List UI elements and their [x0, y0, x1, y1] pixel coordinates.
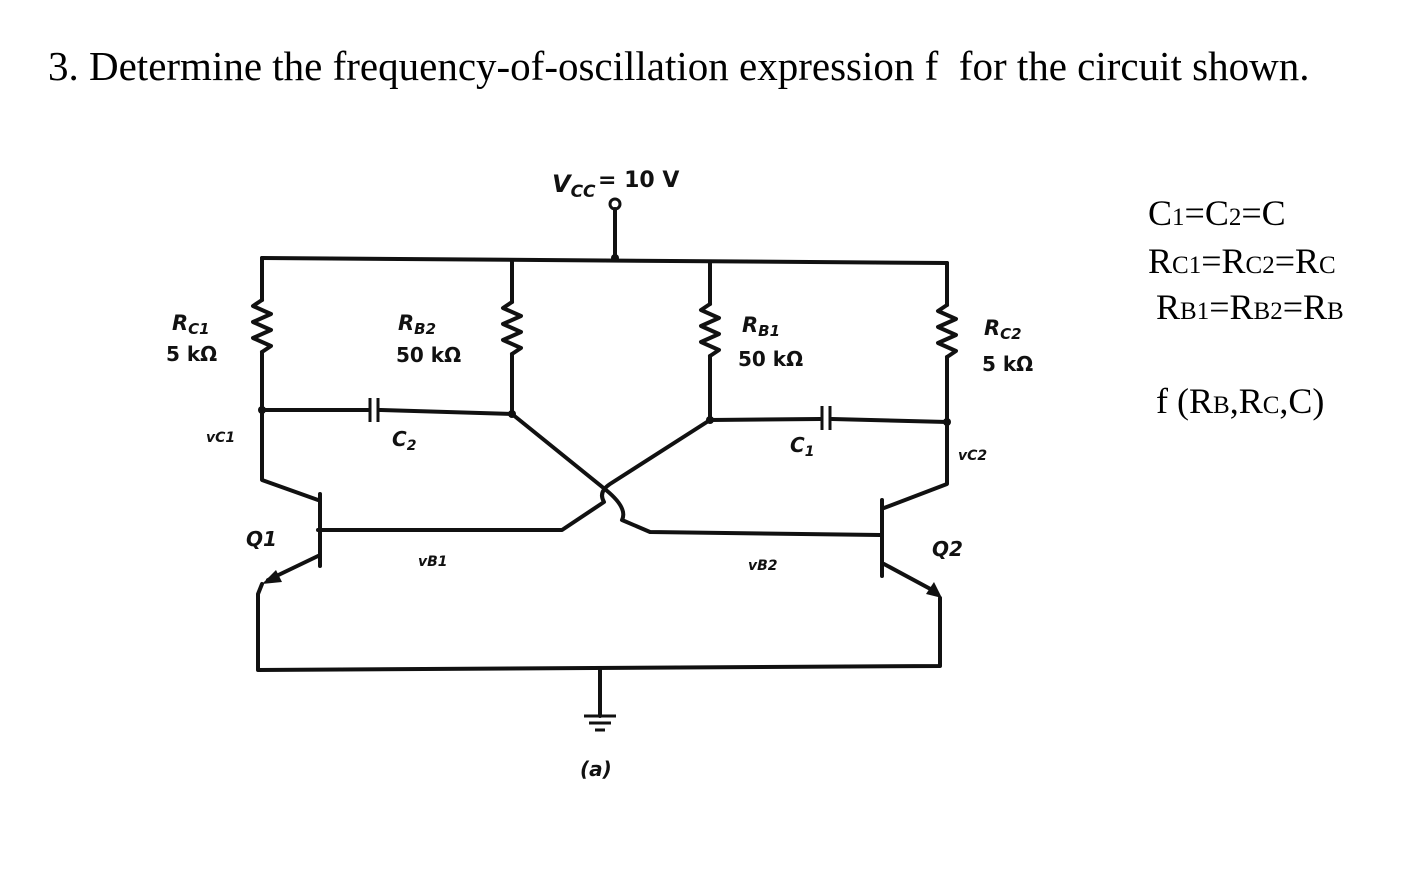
given-segment: ,C)	[1279, 381, 1325, 421]
rc2-resistor	[938, 305, 956, 357]
rb1-value: 50 kΩ	[738, 347, 804, 371]
rb1-label: RB1	[742, 313, 781, 340]
given-segment: R	[1156, 287, 1181, 327]
rc1-resistor	[253, 300, 271, 352]
vb2-label: vB2	[748, 558, 778, 574]
rb2-label: RB2	[398, 311, 437, 338]
given-segment: =R	[1282, 287, 1328, 327]
question-text: 3. Determine the frequency-of-oscillation expression f for the circuit shown.	[48, 43, 1310, 89]
vcc-value: = 10 V	[598, 168, 680, 193]
vcc-label: $V_{CC}$	[552, 170, 596, 202]
given-segment: C2	[1245, 252, 1275, 279]
q2-label: Q2	[932, 537, 963, 561]
given-segment: =C	[1184, 193, 1229, 233]
given-segment: C	[1148, 193, 1173, 233]
emitter-ground-loop	[258, 584, 940, 670]
given-base-resistors	[1156, 286, 1344, 328]
given-segment: C1	[1172, 252, 1202, 279]
c1-left-wire	[710, 419, 820, 420]
figure-caption: (a)	[580, 757, 612, 781]
given-segment: =R	[1201, 241, 1246, 281]
c2-label: $C_2$	[392, 427, 417, 454]
c2-right-wire	[380, 410, 512, 414]
given-segment: C	[1319, 252, 1336, 279]
given-segment: B1	[1180, 298, 1210, 325]
given-capacitors	[1148, 192, 1286, 234]
given-segment: B	[1327, 298, 1344, 325]
vcc-terminal	[610, 199, 620, 262]
c1-label: $C_1$	[790, 433, 815, 460]
given-segment: B	[1213, 392, 1230, 419]
given-segment: f (R	[1156, 381, 1213, 421]
rc2-value: 5 kΩ	[982, 352, 1034, 376]
given-segment: R	[1148, 241, 1173, 281]
rb2-value: 50 kΩ	[396, 343, 462, 367]
rb2-resistor	[503, 302, 521, 354]
top-rail-wire	[262, 258, 947, 263]
rc1-value: 5 kΩ	[166, 342, 218, 366]
cross-wire-rb2-to-q2-base	[512, 414, 880, 535]
q1-label: Q1	[246, 527, 277, 551]
given-segment: 1	[1172, 204, 1185, 231]
transistor-q2	[882, 422, 947, 598]
cross-wire-rb1-to-q1-base	[318, 420, 710, 530]
given-segment: =R	[1274, 241, 1320, 281]
given-segment: ,R	[1229, 381, 1263, 421]
transistor-q1	[262, 410, 320, 584]
rc2-label: RC2	[984, 316, 1022, 343]
given-collector-resistors	[1148, 240, 1336, 282]
vc1-label: vC1	[206, 430, 236, 446]
vb1-label: vB1	[418, 554, 448, 570]
c1-right-wire	[832, 419, 947, 422]
given-segment: B2	[1253, 298, 1283, 325]
given-segment: 2	[1228, 204, 1242, 231]
given-segment: C	[1262, 392, 1280, 419]
ground-symbol	[584, 668, 616, 730]
rc1-label: RC1	[172, 311, 210, 338]
given-segment: =C	[1241, 193, 1286, 233]
vc2-label: vC2	[958, 448, 988, 464]
rb1-resistor	[701, 304, 719, 356]
target-function	[1156, 380, 1324, 422]
given-segment: =R	[1209, 287, 1254, 327]
